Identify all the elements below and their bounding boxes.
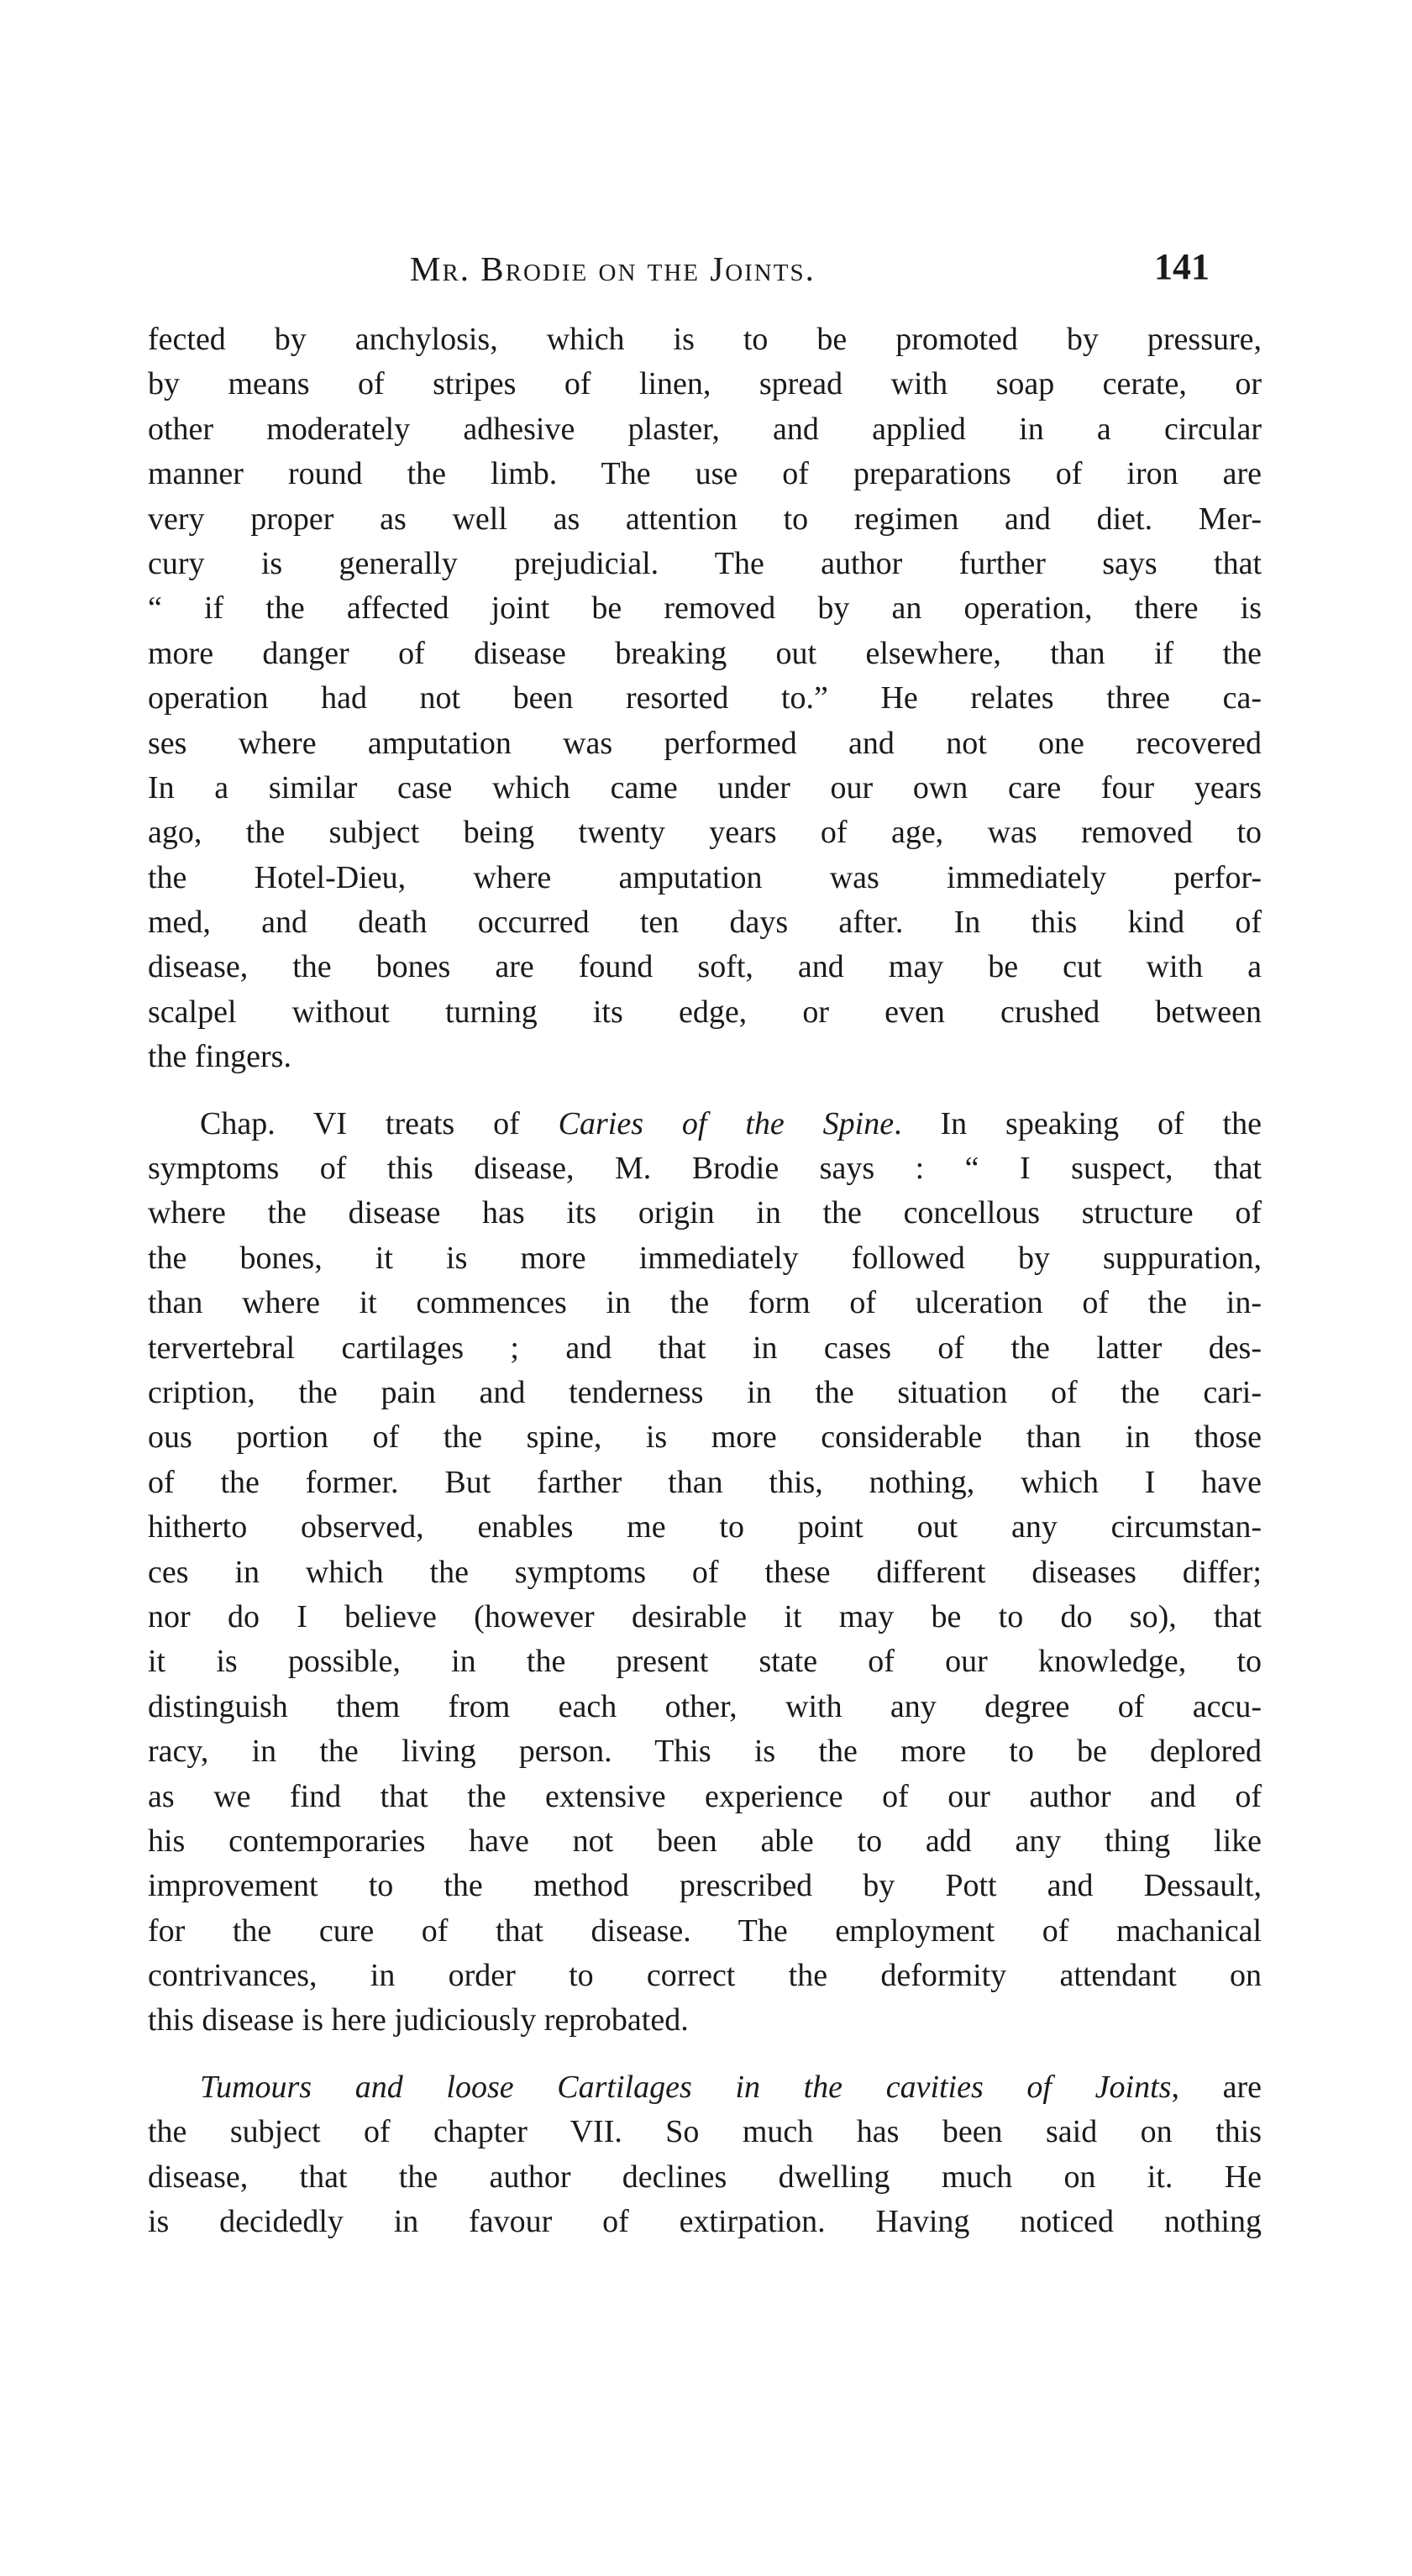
page-number: 141 bbox=[1154, 246, 1210, 287]
text-line: distinguish them from each other, with any degree of accu- bbox=[148, 1688, 1262, 1724]
text-line: fected by anchylosis, which is to be promoted by pressure, bbox=[148, 322, 1262, 357]
text-line: is decidedly in favour of extirpation. Having noticed nothing bbox=[148, 2204, 1262, 2240]
text-line: for the cure of that disease. The employment of machanical bbox=[148, 1912, 1262, 1949]
text-line: “ if the affected joint be removed by an operation, there is bbox=[148, 590, 1262, 627]
text-line: other moderately adhesive plaster, and applied in a circular bbox=[148, 411, 1262, 447]
text-line: operation had not been resorted to.” He relates three ca- bbox=[148, 680, 1262, 716]
text-line: ces in which the symptoms of these different diseases differ; bbox=[148, 1554, 1262, 1590]
chapter-topic-italic: Caries of the Spine bbox=[558, 1105, 895, 1141]
text-line: hitherto observed, enables me to point out any circumstan- bbox=[148, 1509, 1262, 1545]
text-line: ses where amputation was performed and not one recovered bbox=[148, 725, 1262, 761]
text-line: nor do I believe (however desirable it may be to do so), that bbox=[148, 1598, 1262, 1634]
body-text bbox=[148, 317, 1262, 2244]
text-line: cription, the pain and tenderness in the situation of the cari- bbox=[148, 1374, 1262, 1410]
text-line bbox=[148, 2065, 1262, 2110]
text-line: In a similar case which came under our own care four years bbox=[148, 769, 1262, 805]
text-line: disease, the bones are found soft, and may be cut with a bbox=[148, 949, 1262, 985]
text-line: than where it commences in the form of ulceration of the in- bbox=[148, 1285, 1262, 1321]
text-line: manner round the limb. The use of preparations of iron are bbox=[148, 456, 1262, 492]
page-header bbox=[0, 246, 1412, 299]
paragraph-caries-of-spine bbox=[148, 1102, 1262, 2043]
paragraph-gap bbox=[148, 1080, 1262, 1102]
text-line: as we find that the extensive experience of our author and of bbox=[148, 1778, 1262, 1814]
text-line: by means of stripes of linen, spread with soap cerate, or bbox=[148, 366, 1262, 402]
text-line: of the former. But farther than this, nothing, which I have bbox=[148, 1464, 1262, 1500]
text-run: , are bbox=[1171, 2069, 1262, 2105]
text-line: more danger of disease breaking out elsewhere, than if the bbox=[148, 635, 1262, 671]
text-line bbox=[148, 1102, 1262, 1146]
text-line: symptoms of this disease, M. Brodie says : “ I suspect, that bbox=[148, 1151, 1262, 1187]
text-line: where the disease has its origin in the concellous structure of bbox=[148, 1195, 1262, 1231]
text-line: the fingers. bbox=[148, 1039, 291, 1075]
text-line: the Hotel-Dieu, where amputation was immediately perfor- bbox=[148, 859, 1262, 895]
text-run: Chap. VI treats of bbox=[200, 1105, 559, 1141]
paragraph-anchylosis bbox=[148, 317, 1262, 1080]
text-line: it is possible, in the present state of our knowledge, to bbox=[148, 1644, 1262, 1680]
paragraph-tumours-cartilages bbox=[148, 2065, 1262, 2245]
text-line: racy, in the living person. This is the more to be deplored bbox=[148, 1734, 1262, 1770]
text-line: ago, the subject being twenty years of age, was removed to bbox=[148, 815, 1262, 851]
text-line: contrivances, in order to correct the deformity attendant on bbox=[148, 1958, 1262, 1994]
text-line: ous portion of the spine, is more considerable than in those bbox=[148, 1419, 1262, 1456]
text-line: very proper as well as attention to regimen and diet. Mer- bbox=[148, 501, 1262, 537]
text-line: the bones, it is more immediately followed by suppuration, bbox=[148, 1240, 1262, 1276]
text-line: his contemporaries have not been able to add any thing like bbox=[148, 1823, 1262, 1859]
running-title: Mr. Brodie on the Joints. bbox=[410, 249, 816, 288]
text-line: cury is generally prejudicial. The author further says that bbox=[148, 545, 1262, 581]
chapter-topic-italic: Tumours and loose Cartilages in the cavities of Joints bbox=[200, 2069, 1172, 2105]
text-line: tervertebral cartilages ; and that in cases of the latter des- bbox=[148, 1330, 1262, 1366]
text-line: disease, that the author declines dwelling much on it. He bbox=[148, 2159, 1262, 2195]
text-run: . In speaking of the bbox=[894, 1105, 1262, 1141]
paragraph-gap bbox=[148, 2043, 1262, 2065]
text-line: the subject of chapter VII. So much has been said on this bbox=[148, 2114, 1262, 2150]
text-line: scalpel without turning its edge, or even crushed between bbox=[148, 994, 1262, 1030]
text-line: improvement to the method prescribed by Pott and Dessault, bbox=[148, 1868, 1262, 1904]
text-line: med, and death occurred ten days after. In this kind of bbox=[148, 905, 1262, 941]
text-line: this disease is here judiciously reprobated. bbox=[148, 2002, 689, 2038]
